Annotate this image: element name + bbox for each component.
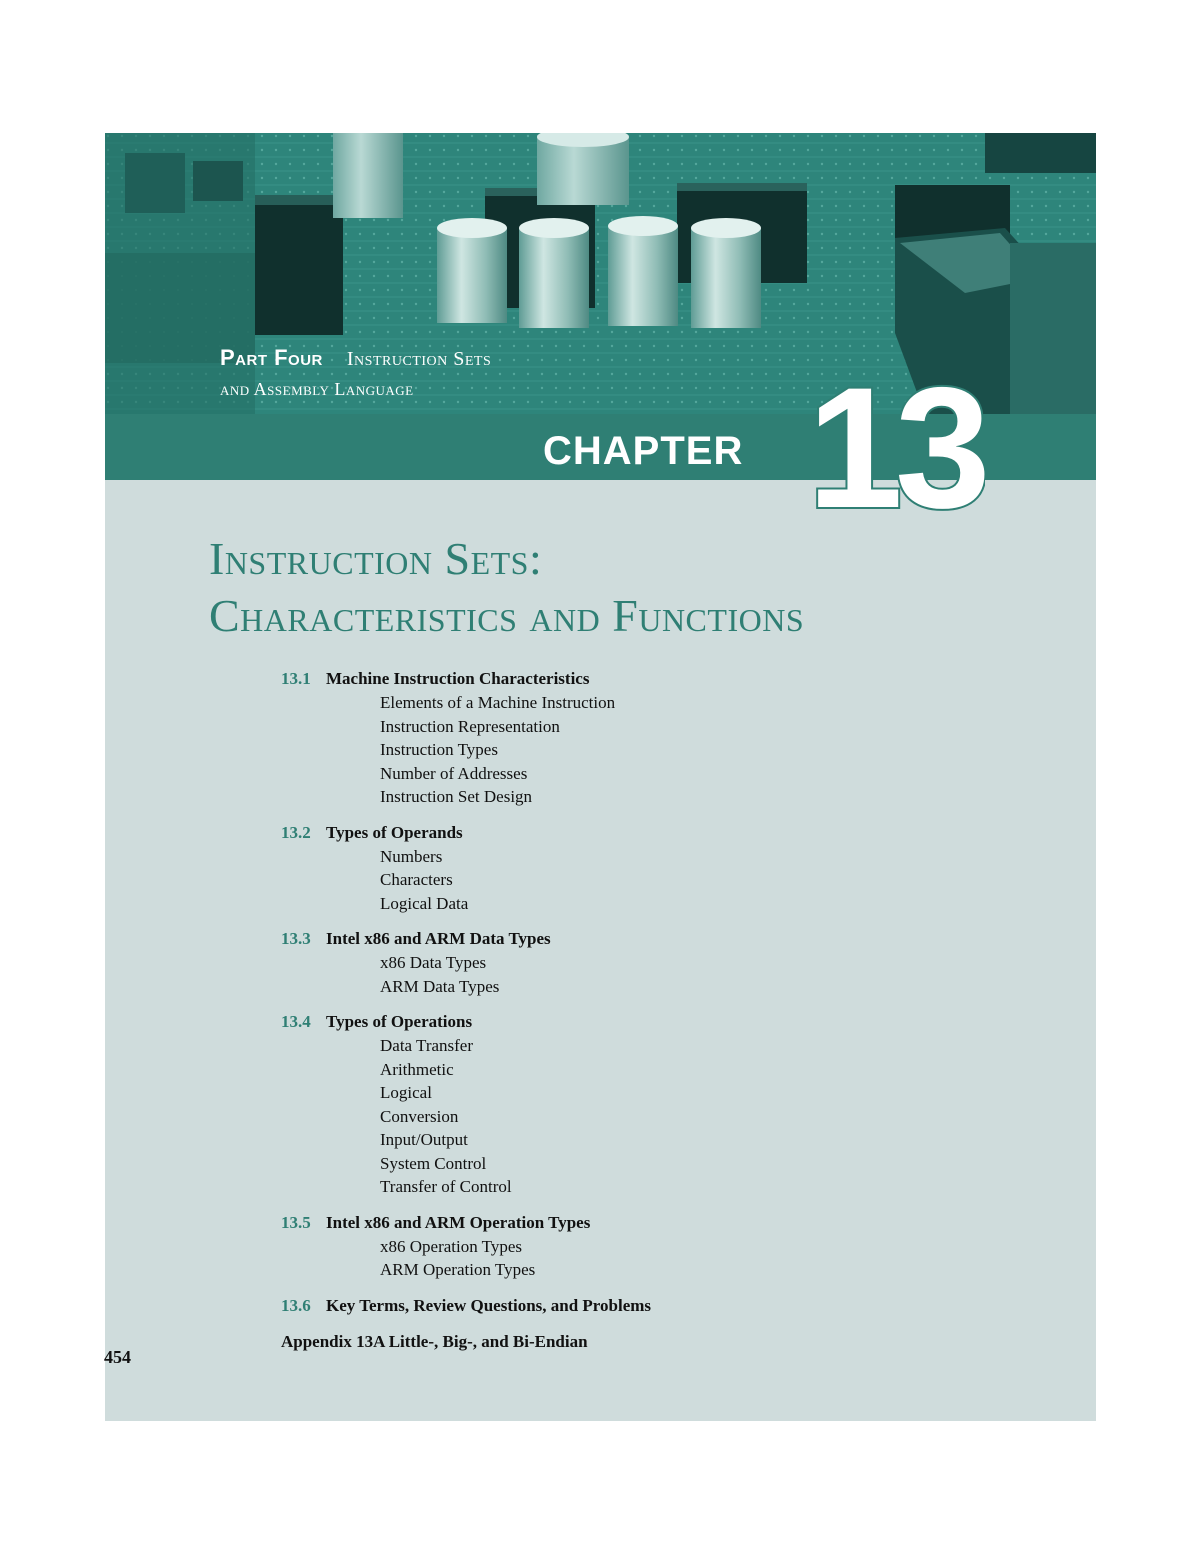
toc-subsection[interactable]: Logical Data [380, 893, 469, 913]
toc-section-title: Types of Operands [326, 822, 463, 842]
toc-subsection[interactable]: Input/Output [380, 1130, 468, 1149]
toc-section-number: 13.5 [281, 1212, 311, 1232]
toc-section [281, 1294, 981, 1318]
toc-section-heading[interactable] [281, 927, 981, 951]
toc-appendix[interactable]: Appendix 13A Little-, Big-, and Bi-Endian [281, 1331, 588, 1351]
toc-subsection[interactable]: x86 Data Types [380, 953, 487, 972]
chapter-number: 13 [807, 369, 983, 529]
toc-section-title: Machine Instruction Characteristics [326, 669, 590, 688]
toc-subsection[interactable]: ARM Operation Types [380, 1260, 536, 1279]
toc-section-title: Types of Operations [326, 1012, 473, 1031]
toc-section-number: 13.3 [281, 929, 311, 948]
toc-subsection[interactable]: Instruction Representation [380, 716, 560, 736]
table-of-contents [281, 667, 981, 1354]
part-title-line1: Instruction Sets [346, 348, 492, 370]
toc-section [281, 667, 981, 809]
toc-section-number: 13.6 [281, 1295, 311, 1315]
toc-section [281, 1211, 981, 1282]
toc-section [281, 927, 981, 998]
toc-subsection[interactable]: Transfer of Control [380, 1177, 512, 1196]
toc-section-number: 13.1 [281, 669, 311, 688]
toc-section [281, 1010, 981, 1199]
toc-section-title: Intel x86 and ARM Data Types [326, 929, 551, 948]
toc-section-heading[interactable] [281, 1294, 981, 1318]
part-number: Part Four [220, 345, 323, 370]
toc-section-heading[interactable] [281, 821, 981, 845]
chapter-title [209, 530, 804, 644]
toc-section-heading[interactable] [281, 1211, 981, 1235]
toc-section-title: Key Terms, Review Questions, and Problems [326, 1295, 652, 1315]
part-title-line2: and Assembly Language [220, 379, 414, 399]
toc-section-heading[interactable] [281, 667, 981, 691]
toc-subsection[interactable]: Instruction Set Design [380, 787, 533, 806]
chapter-opener-page [105, 133, 1096, 1421]
toc-subsection[interactable]: System Control [380, 1153, 487, 1173]
chapter-title-line2: Characteristics and Functions [209, 590, 805, 641]
toc-subsection[interactable]: Arithmetic [380, 1059, 454, 1079]
toc-section-title: Intel x86 and ARM Operation Types [326, 1212, 591, 1232]
chapter-number-graphic [805, 369, 985, 529]
toc-subsection[interactable]: x86 Operation Types [380, 1236, 523, 1256]
toc-subsection[interactable]: Data Transfer [380, 1036, 474, 1055]
toc-subsection[interactable]: Instruction Types [380, 740, 498, 759]
page-number: 454 [104, 1347, 131, 1367]
part-label [220, 345, 605, 411]
toc-subsection[interactable]: Characters [380, 870, 453, 889]
toc-subsection[interactable]: Conversion [380, 1106, 459, 1126]
toc-section-number: 13.2 [281, 822, 311, 842]
toc-section-heading[interactable] [281, 1010, 981, 1034]
toc-subsection[interactable]: Numbers [380, 846, 443, 866]
toc-section-number: 13.4 [281, 1012, 311, 1031]
toc-subsection[interactable]: Elements of a Machine Instruction [380, 693, 616, 712]
toc-section [281, 821, 981, 916]
chapter-title-line1: Instruction Sets: [209, 533, 543, 584]
chapter-label: CHAPTER [543, 429, 744, 473]
toc-subsection[interactable]: Logical [380, 1083, 432, 1102]
toc-subsection[interactable]: Number of Addresses [380, 763, 528, 783]
toc-subsection[interactable]: ARM Data Types [380, 976, 500, 996]
